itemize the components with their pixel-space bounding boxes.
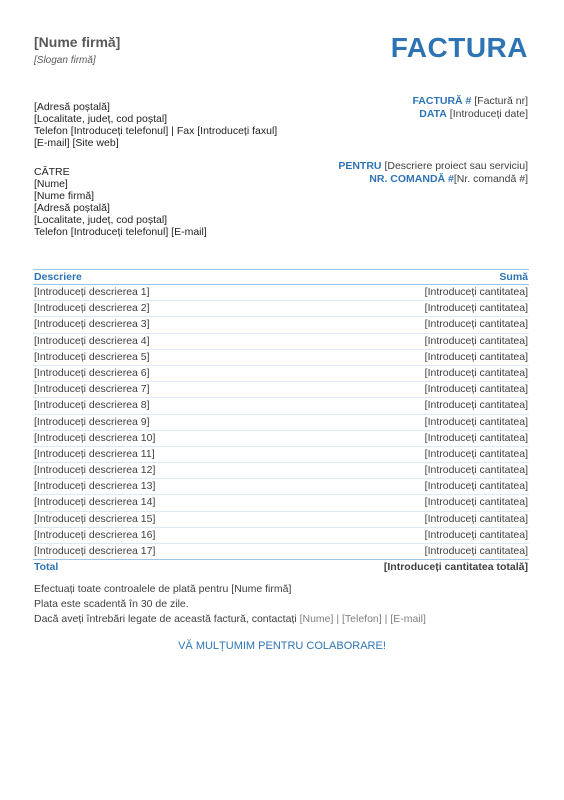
table-row <box>33 301 529 317</box>
table-row <box>33 350 529 366</box>
row-description: [Introduceți descrierea 13] <box>34 480 156 493</box>
recipient-company: [Nume firmă] <box>34 190 95 202</box>
table-body <box>33 285 529 560</box>
row-amount: [Introduceți cantitatea] <box>424 464 528 477</box>
table-row <box>33 398 529 414</box>
recipient-name: [Nume] <box>34 178 68 190</box>
row-amount: [Introduceți cantitatea] <box>424 334 528 347</box>
project-for-value: [Descriere proiect sau serviciu] <box>384 160 528 172</box>
invoice-title: FACTURA <box>390 32 528 63</box>
row-description: [Introduceți descrierea 1] <box>34 286 150 298</box>
table-row <box>33 528 529 544</box>
table-header <box>33 269 529 285</box>
sender-address-block <box>34 101 277 149</box>
thank-you-message: VĂ MULȚUMIM PENTRU COLABORARE! <box>178 640 386 652</box>
footer-contact-phone: [Telefon] <box>342 613 382 625</box>
row-amount: [Introduceți cantitatea] <box>424 512 528 525</box>
invoice-meta <box>412 95 528 121</box>
invoice-date-value: [Introduceți date] <box>449 108 528 120</box>
footer-payment-line: Efectuați toate controalele de plată pentru [Nume firmă] <box>34 583 292 595</box>
row-description: [Introduceți descrierea 5] <box>34 350 150 363</box>
column-header-description: Descriere <box>34 271 82 283</box>
invoice-number-value: [Factură nr] <box>474 95 528 107</box>
row-description: [Introduceți descrierea 17] <box>34 545 156 557</box>
row-amount: [Introduceți cantitatea] <box>424 399 528 412</box>
row-description: [Introduceți descrierea 12] <box>34 464 156 477</box>
row-amount: [Introduceți cantitatea] <box>424 318 528 331</box>
total-label: Total <box>34 561 59 574</box>
footer-separator: | <box>384 613 388 625</box>
row-amount: [Introduceți cantitatea] <box>424 545 528 557</box>
table-row <box>33 447 529 463</box>
table-row <box>33 544 529 560</box>
footer-due-line: Plata este scadentă în 30 de zile. <box>34 598 189 610</box>
row-amount: [Introduceți cantitatea] <box>424 480 528 493</box>
row-description: [Introduceți descrierea 9] <box>34 415 150 428</box>
sender-phone-fax: Telefon [Introduceți telefonul] | Fax [Introduceți faxul] <box>34 125 278 137</box>
invoice-table <box>33 269 529 574</box>
recipient-address: [Adresă poștală] <box>34 202 110 214</box>
table-row <box>33 495 529 511</box>
row-amount: [Introduceți cantitatea] <box>424 447 528 460</box>
table-row <box>33 431 529 447</box>
row-description: [Introduceți descrierea 4] <box>34 334 150 347</box>
recipient-block <box>34 166 207 238</box>
project-for-label: PENTRU <box>338 160 382 172</box>
table-row <box>33 285 529 301</box>
table-row <box>33 334 529 350</box>
footer-contact-email: [E-mail] <box>390 613 426 625</box>
row-amount: [Introduceți cantitatea] <box>424 366 528 379</box>
row-description: [Introduceți descrierea 2] <box>34 302 150 315</box>
sender-email-web: [E-mail] [Site web] <box>34 137 119 149</box>
row-description: [Introduceți descrierea 14] <box>34 496 156 509</box>
row-amount: [Introduceți cantitatea] <box>424 528 528 541</box>
table-row <box>33 512 529 528</box>
row-amount: [Introduceți cantitatea] <box>424 496 528 509</box>
row-description: [Introduceți descrierea 3] <box>34 318 150 331</box>
project-meta <box>338 160 528 186</box>
company-name: [Nume firmă] <box>34 34 121 50</box>
table-row <box>33 463 529 479</box>
invoice-date-label: DATA <box>419 108 447 120</box>
row-description: [Introduceți descrierea 7] <box>34 383 150 396</box>
table-total-row <box>33 560 529 574</box>
order-number-label: NR. COMANDĂ # <box>369 173 454 185</box>
row-amount: [Introduceți cantitatea] <box>424 286 528 298</box>
footer-contact-line <box>34 612 426 627</box>
row-amount: [Introduceți cantitatea] <box>424 302 528 315</box>
table-row <box>33 366 529 382</box>
company-slogan: [Slogan firmă] <box>34 55 96 66</box>
recipient-phone-email: Telefon [Introduceți telefonul] [E-mail] <box>34 226 207 238</box>
order-number-value: [Nr. comandă #] <box>453 173 528 185</box>
table-row <box>33 382 529 398</box>
sender-city: [Localitate, județ, cod poștal] <box>34 113 168 125</box>
recipient-city: [Localitate, județ, cod poștal] <box>34 214 168 226</box>
table-row <box>33 415 529 431</box>
table-row <box>33 317 529 333</box>
row-description: [Introduceți descrierea 10] <box>34 431 156 444</box>
row-amount: [Introduceți cantitatea] <box>424 350 528 363</box>
footer-notes <box>34 582 426 627</box>
row-description: [Introduceți descrierea 6] <box>34 366 150 379</box>
row-amount: [Introduceți cantitatea] <box>424 431 528 444</box>
column-header-amount: Sumă <box>499 271 528 283</box>
sender-address: [Adresă poștală] <box>34 101 110 113</box>
footer-contact-name: [Nume] <box>299 613 334 625</box>
row-description: [Introduceți descrierea 16] <box>34 528 156 541</box>
recipient-header: CĂTRE <box>34 166 70 178</box>
invoice-number-label: FACTURĂ # <box>412 95 472 107</box>
row-amount: [Introduceți cantitatea] <box>424 383 528 396</box>
row-amount: [Introduceți cantitatea] <box>424 415 528 428</box>
row-description: [Introduceți descrierea 11] <box>34 447 155 460</box>
table-row <box>33 479 529 495</box>
footer-separator: | <box>336 613 340 625</box>
footer-contact-prefix: Dacă aveți întrebări legate de această factură, contactați <box>34 613 297 625</box>
total-value: [Introduceți cantitatea totală] <box>383 561 528 574</box>
row-description: [Introduceți descrierea 15] <box>34 512 156 525</box>
row-description: [Introduceți descrierea 8] <box>34 399 150 412</box>
